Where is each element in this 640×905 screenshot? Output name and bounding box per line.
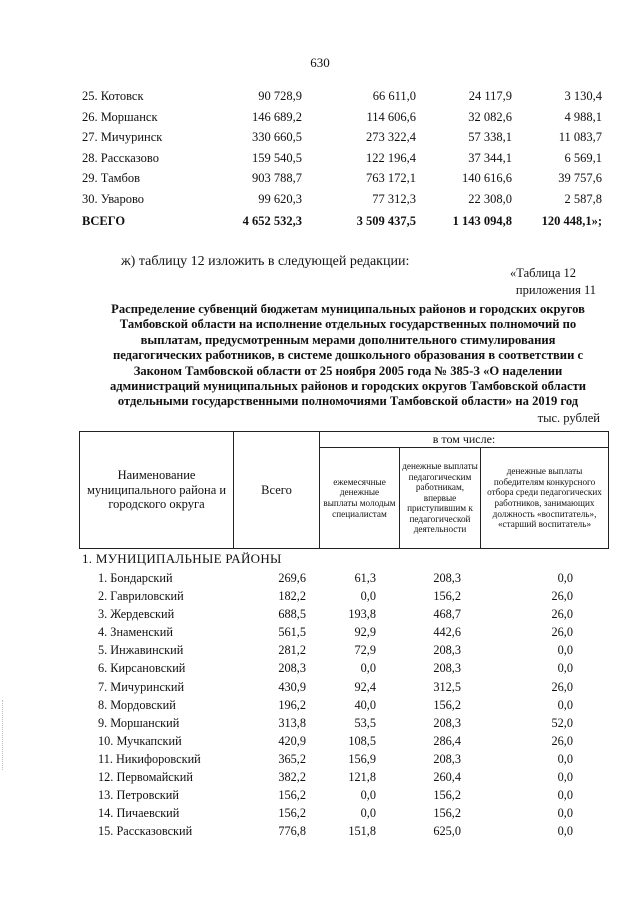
city-name-cell: ВСЕГО — [82, 214, 126, 228]
table-row — [92, 822, 573, 840]
value-cell: 763 172,1 — [366, 171, 416, 185]
value-cell: 120 448,1»; — [541, 214, 602, 228]
title-line: отдельными государственными полномочиями Тамбовской области» на 2019 год — [117, 394, 579, 409]
district-name-cell: 6. Кирсановский — [98, 661, 186, 676]
section-title: 1. МУНИЦИПАЛЬНЫЕ РАЙОНЫ — [82, 551, 282, 566]
value-cell: 776,8 — [278, 824, 306, 839]
table-row — [92, 732, 573, 750]
value-cell: 3 130,4 — [564, 89, 602, 103]
value-cell: 146 689,2 — [252, 109, 302, 124]
value-cell: 108,5 — [348, 733, 376, 748]
table-row — [92, 768, 573, 786]
value-cell: 66 611,0 — [372, 89, 416, 103]
value-cell: 22 308,0 — [468, 191, 512, 206]
value-cell: 77 312,3 — [372, 191, 416, 206]
table-row — [82, 127, 602, 148]
value-cell: 281,2 — [278, 643, 306, 658]
value-cell: 688,5 — [278, 607, 306, 622]
table-row — [82, 148, 602, 169]
value-cell: 156,9 — [348, 751, 376, 766]
table-row — [92, 659, 573, 677]
city-name-cell: 27. Мичуринск — [82, 130, 163, 144]
district-name-cell: 3. Жердевский — [98, 607, 175, 622]
value-cell: 11 083,7 — [558, 130, 602, 144]
value-cell: 156,2 — [433, 788, 461, 803]
value-cell: 26,0 — [551, 625, 573, 640]
value-cell: 561,5 — [278, 625, 306, 640]
value-cell: 442,6 — [433, 625, 461, 640]
value-cell: 196,2 — [278, 697, 306, 712]
title-line: администраций муниципальных районов и городских округов Тамбовской области — [109, 379, 587, 394]
margin-mark — [2, 700, 7, 770]
value-cell: 0,0 — [557, 751, 573, 766]
table-row — [82, 189, 602, 210]
table-caption-appendix: приложения 11 — [515, 283, 596, 297]
value-cell: 92,9 — [354, 625, 376, 640]
value-cell: 382,2 — [278, 770, 306, 785]
instruction-text: ж) таблицу 12 изложить в следующей редакции: — [121, 254, 410, 269]
value-cell: 0,0 — [360, 788, 376, 803]
title-line: выплатам, предусмотренным мерами дополнительного стимулирования — [140, 332, 556, 347]
value-cell: 0,0 — [360, 589, 376, 604]
table-row — [92, 678, 573, 696]
value-cell: 159 540,5 — [252, 150, 302, 165]
district-name-cell: 2. Гавриловский — [98, 589, 184, 604]
table-title — [88, 302, 608, 410]
table-row — [82, 168, 602, 189]
value-cell: 4 988,1 — [564, 109, 602, 124]
district-name-cell: 7. Мичуринский — [98, 679, 185, 694]
value-cell: 26,0 — [551, 679, 573, 694]
header-total-column: Всего — [234, 432, 320, 549]
value-cell: 90 728,9 — [258, 89, 302, 103]
value-cell: 208,3 — [433, 643, 461, 658]
district-name-cell: 11. Никифоровский — [98, 751, 201, 766]
value-cell: 0,0 — [557, 770, 573, 785]
table-row — [92, 569, 573, 587]
value-cell: 208,3 — [433, 751, 461, 766]
city-name-cell: 25. Котовск — [82, 89, 144, 103]
value-cell: 26,0 — [551, 607, 573, 622]
value-cell: 40,0 — [354, 697, 376, 712]
district-name-cell: 12. Первомайский — [98, 770, 193, 785]
district-name-cell: 13. Петровский — [98, 788, 179, 803]
district-name-cell: 1. Бондарский — [98, 571, 173, 585]
unit-label: тыс. рублей — [537, 411, 600, 425]
value-cell: 313,8 — [278, 715, 306, 730]
district-name-cell: 15. Рассказовский — [98, 824, 193, 839]
table-row — [82, 86, 602, 107]
value-cell: 156,2 — [433, 806, 461, 821]
value-cell: 420,9 — [278, 733, 306, 748]
value-cell: 0,0 — [557, 806, 573, 821]
value-cell: 1 143 094,8 — [452, 214, 512, 228]
district-name-cell: 14. Пичаевский — [98, 806, 180, 821]
value-cell: 99 620,3 — [258, 191, 302, 206]
districts-table — [92, 569, 573, 840]
total-row — [82, 209, 602, 232]
header-young-specialists: ежемесячные денежные выплаты молодым специалистам — [320, 448, 400, 549]
value-cell: 0,0 — [557, 697, 573, 712]
table-row — [92, 605, 573, 623]
table-row — [92, 641, 573, 659]
district-name-cell: 9. Моршанский — [98, 715, 180, 730]
value-cell: 6 569,1 — [564, 150, 602, 165]
value-cell: 26,0 — [551, 733, 573, 748]
value-cell: 72,9 — [354, 643, 376, 658]
title-line: Законом Тамбовской области от 25 ноября 2005 года № 385-З «О наделении — [133, 363, 563, 378]
value-cell: 273 322,4 — [366, 130, 416, 144]
table-row — [92, 696, 573, 714]
table-row — [92, 804, 573, 822]
value-cell: 208,3 — [433, 571, 461, 585]
table-row — [92, 623, 573, 641]
value-cell: 430,9 — [278, 679, 306, 694]
value-cell: 39 757,6 — [558, 171, 602, 185]
title-line: Распределение субвенций бюджетам муниципальных районов и городских округов — [111, 302, 585, 316]
value-cell: 121,8 — [348, 770, 376, 785]
value-cell: 193,8 — [348, 607, 376, 622]
value-cell: 0,0 — [557, 661, 573, 676]
table-caption-number: «Таблица 12 — [510, 266, 576, 280]
value-cell: 0,0 — [557, 788, 573, 803]
value-cell: 0,0 — [557, 643, 573, 658]
header-including: в том числе: — [320, 432, 609, 448]
value-cell: 182,2 — [278, 589, 306, 604]
value-cell: 37 344,1 — [468, 150, 512, 165]
value-cell: 122 196,4 — [366, 150, 416, 165]
value-cell: 0,0 — [360, 806, 376, 821]
header-first-time-teachers: денежные выплаты педагогическим работникам, впервые приступившим к педагогической деятельности — [400, 448, 481, 549]
value-cell: 32 082,6 — [468, 109, 512, 124]
value-cell: 92,4 — [354, 679, 376, 694]
value-cell: 156,2 — [278, 788, 306, 803]
header-competition-winners: денежные выплаты победителям конкурсного отбора среди педагогических работников, занимающих должность «воспитатель», «старший воспитатель» — [481, 448, 609, 549]
value-cell: 625,0 — [433, 824, 461, 839]
value-cell: 468,7 — [433, 607, 461, 622]
value-cell: 52,0 — [551, 715, 573, 730]
value-cell: 61,3 — [354, 571, 376, 585]
value-cell: 151,8 — [348, 824, 376, 839]
header-name-column: Наименование муниципального района и городского округа — [80, 432, 234, 549]
value-cell: 269,6 — [278, 571, 306, 585]
value-cell: 208,3 — [278, 661, 306, 676]
value-cell: 208,3 — [433, 715, 461, 730]
district-name-cell: 5. Инжавинский — [98, 643, 184, 658]
title-line: Тамбовской области на исполнение отдельных государственных полномочий по — [119, 317, 577, 332]
value-cell: 26,0 — [551, 589, 573, 604]
value-cell: 0,0 — [557, 824, 573, 839]
value-cell: 286,4 — [433, 733, 461, 748]
value-cell: 3 509 437,5 — [356, 214, 416, 228]
value-cell: 156,2 — [433, 697, 461, 712]
table-row — [92, 750, 573, 768]
value-cell: 24 117,9 — [468, 89, 512, 103]
value-cell: 156,2 — [433, 589, 461, 604]
table-row — [92, 587, 573, 605]
page-number: 630 — [310, 55, 330, 70]
table-row — [82, 107, 602, 128]
district-name-cell: 4. Знаменский — [98, 625, 173, 640]
value-cell: 114 606,6 — [366, 109, 416, 124]
table-header — [79, 431, 609, 549]
district-name-cell: 10. Мучкапский — [98, 733, 182, 748]
city-name-cell: 30. Уварово — [82, 191, 145, 206]
value-cell: 330 660,5 — [252, 130, 302, 144]
city-name-cell: 26. Моршанск — [82, 109, 158, 124]
table-row — [92, 786, 573, 804]
value-cell: 2 587,8 — [564, 191, 602, 206]
value-cell: 312,5 — [433, 679, 461, 694]
title-line: педагогических работников, в системе дошкольного образования в соответствии с — [112, 348, 584, 363]
value-cell: 365,2 — [278, 751, 306, 766]
value-cell: 140 616,6 — [462, 171, 512, 185]
value-cell: 208,3 — [433, 661, 461, 676]
value-cell: 903 788,7 — [252, 171, 302, 185]
value-cell: 0,0 — [360, 661, 376, 676]
value-cell: 57 338,1 — [468, 130, 512, 144]
city-name-cell: 29. Тамбов — [82, 171, 141, 185]
value-cell: 260,4 — [433, 770, 461, 785]
previous-table-continuation — [82, 86, 602, 232]
value-cell: 156,2 — [278, 806, 306, 821]
value-cell: 4 652 532,3 — [242, 214, 302, 228]
district-name-cell: 8. Мордовский — [98, 697, 176, 712]
value-cell: 53,5 — [354, 715, 376, 730]
table-row — [92, 714, 573, 732]
city-name-cell: 28. Рассказово — [82, 150, 159, 165]
value-cell: 0,0 — [557, 571, 573, 585]
